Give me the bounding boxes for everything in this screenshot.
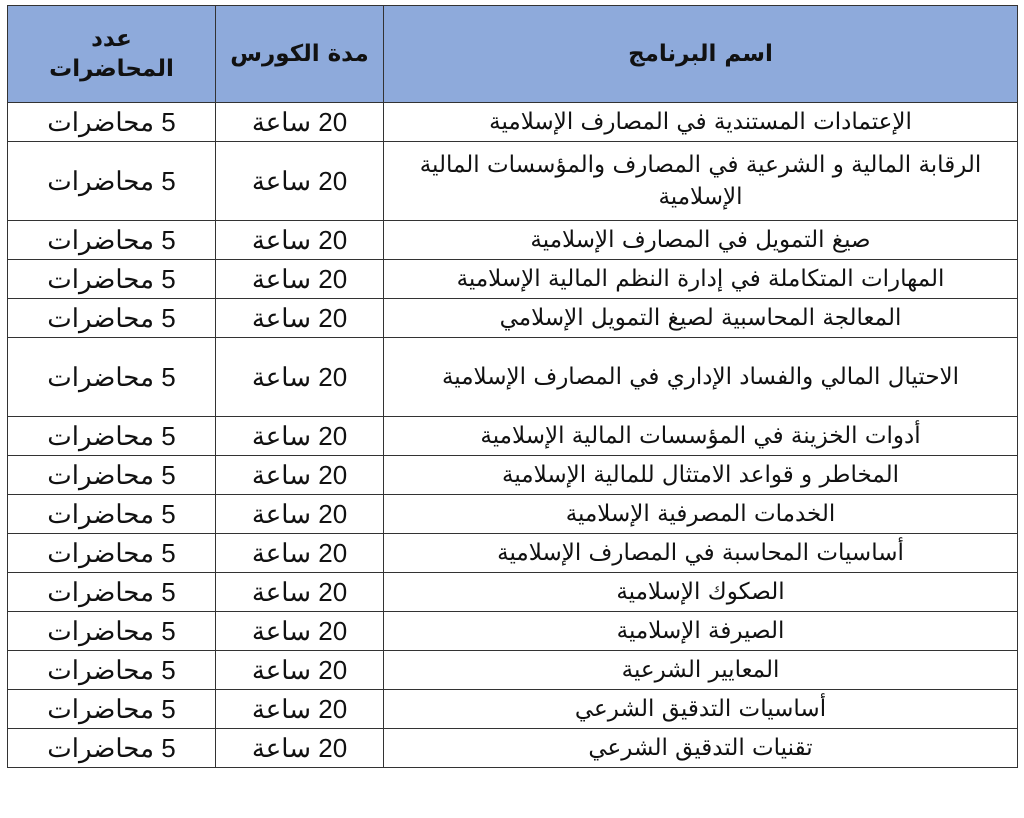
- lectures-cell: 5 محاضرات: [8, 690, 216, 729]
- program-name-cell: المعالجة المحاسبية لصيغ التمويل الإسلامي: [384, 299, 1018, 338]
- program-name-cell: صيغ التمويل في المصارف الإسلامية: [384, 221, 1018, 260]
- program-name-cell: أساسيات التدقيق الشرعي: [384, 690, 1018, 729]
- programs-table-container: [7, 5, 1017, 768]
- table-row: [8, 495, 1018, 534]
- duration-cell: 20 ساعة: [216, 103, 384, 142]
- lectures-cell: 5 محاضرات: [8, 534, 216, 573]
- lectures-cell: 5 محاضرات: [8, 729, 216, 768]
- lectures-cell: 5 محاضرات: [8, 299, 216, 338]
- header-course-duration: مدة الكورس: [216, 6, 384, 103]
- table-row: [8, 260, 1018, 299]
- duration-cell: 20 ساعة: [216, 573, 384, 612]
- programs-table: [7, 5, 1018, 768]
- lectures-cell: 5 محاضرات: [8, 221, 216, 260]
- program-name-cell: المعايير الشرعية: [384, 651, 1018, 690]
- table-row: [8, 338, 1018, 417]
- duration-cell: 20 ساعة: [216, 690, 384, 729]
- duration-cell: 20 ساعة: [216, 338, 384, 417]
- program-name-cell: الإعتمادات المستندية في المصارف الإسلامية: [384, 103, 1018, 142]
- duration-cell: 20 ساعة: [216, 260, 384, 299]
- lectures-cell: 5 محاضرات: [8, 338, 216, 417]
- duration-cell: 20 ساعة: [216, 534, 384, 573]
- header-lecture-count: [8, 6, 216, 103]
- table-row: [8, 142, 1018, 221]
- table-row: [8, 729, 1018, 768]
- duration-cell: 20 ساعة: [216, 221, 384, 260]
- lectures-cell: 5 محاضرات: [8, 612, 216, 651]
- lectures-cell: 5 محاضرات: [8, 103, 216, 142]
- program-name-cell: الرقابة المالية و الشرعية في المصارف والمؤسسات المالية الإسلامية: [384, 142, 1018, 221]
- table-row: [8, 103, 1018, 142]
- header-lecture-count-line2: المحاضرات: [49, 56, 174, 82]
- duration-cell: 20 ساعة: [216, 495, 384, 534]
- program-name-cell: الصيرفة الإسلامية: [384, 612, 1018, 651]
- duration-cell: 20 ساعة: [216, 299, 384, 338]
- program-name-cell: المهارات المتكاملة في إدارة النظم المالية الإسلامية: [384, 260, 1018, 299]
- duration-cell: 20 ساعة: [216, 729, 384, 768]
- lectures-cell: 5 محاضرات: [8, 142, 216, 221]
- lectures-cell: 5 محاضرات: [8, 417, 216, 456]
- duration-cell: 20 ساعة: [216, 651, 384, 690]
- table-row: [8, 690, 1018, 729]
- table-row: [8, 299, 1018, 338]
- table-header-row: [8, 6, 1018, 103]
- program-name-cell: أساسيات المحاسبة في المصارف الإسلامية: [384, 534, 1018, 573]
- duration-cell: 20 ساعة: [216, 456, 384, 495]
- table-row: [8, 534, 1018, 573]
- header-lecture-count-line1: عدد: [91, 26, 132, 52]
- table-row: [8, 417, 1018, 456]
- lectures-cell: 5 محاضرات: [8, 573, 216, 612]
- program-name-cell: الخدمات المصرفية الإسلامية: [384, 495, 1018, 534]
- program-name-cell: الاحتيال المالي والفساد الإداري في المصارف الإسلامية: [384, 338, 1018, 417]
- duration-cell: 20 ساعة: [216, 417, 384, 456]
- lectures-cell: 5 محاضرات: [8, 495, 216, 534]
- header-program-name: اسم البرنامج: [384, 6, 1018, 103]
- duration-cell: 20 ساعة: [216, 612, 384, 651]
- lectures-cell: 5 محاضرات: [8, 651, 216, 690]
- program-name-cell: أدوات الخزينة في المؤسسات المالية الإسلامية: [384, 417, 1018, 456]
- table-row: [8, 221, 1018, 260]
- program-name-cell: تقنيات التدقيق الشرعي: [384, 729, 1018, 768]
- program-name-cell: المخاطر و قواعد الامتثال للمالية الإسلامية: [384, 456, 1018, 495]
- lectures-cell: 5 محاضرات: [8, 260, 216, 299]
- table-row: [8, 651, 1018, 690]
- duration-cell: 20 ساعة: [216, 142, 384, 221]
- lectures-cell: 5 محاضرات: [8, 456, 216, 495]
- table-row: [8, 456, 1018, 495]
- program-name-cell: الصكوك الإسلامية: [384, 573, 1018, 612]
- table-row: [8, 573, 1018, 612]
- table-row: [8, 612, 1018, 651]
